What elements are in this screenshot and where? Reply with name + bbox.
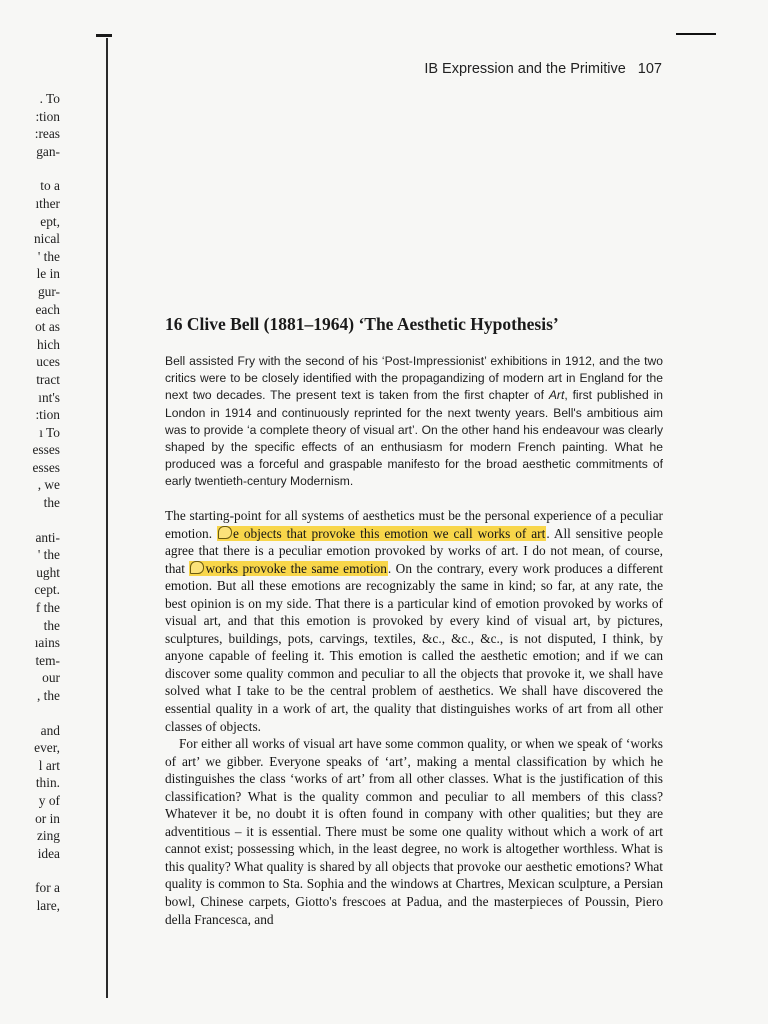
highlight-2[interactable] <box>189 561 387 576</box>
margin-line: y of <box>38 792 60 808</box>
section-title: IB Expression and the Primitive <box>424 61 626 77</box>
margin-line: thin. <box>35 775 60 791</box>
margin-line: and <box>40 722 60 738</box>
margin-gap <box>0 705 60 722</box>
margin-line: ot as <box>35 319 60 335</box>
margin-line: . To <box>39 91 60 106</box>
margin-line: , the <box>36 688 60 703</box>
highlight-1-text: e objects that provoke this emotion we call works of art <box>233 525 546 541</box>
paragraph-2: For either all works of visual art have some common quality, or when we speak of ‘works of art’ we gibber. Everyone speaks of ‘art’, making a mental classification by which he distinguishes the class ‘works of art’ from all other classes. What is the justification of this classification? What is the quality common and peculiar to all members of this class? Whatever it be, no doubt it is often found in company with other qualities; but they are adventitious – it is essential. There must be some one quality without which a work of art cannot exist; possessing which, in the least degree, no work is altogether worthless. What is this quality? What quality is shared by all objects that provoke our aesthetic emotions? What quality is common to Sta. Sophia and the windows at Chartres, Mexican sculpture, a Persian bowl, Chinese carpets, Giotto's frescoes at Padua, and the masterpieces of Poussin, Piero della Francesca, and <box>165 736 663 927</box>
margin-line: tract <box>36 371 60 387</box>
margin-line: , we <box>37 477 60 493</box>
margin-line: hich <box>36 336 60 352</box>
paragraph-1-text-c: . On the contrary, every work produces a different emotion. But all these emotions are recognizably the same in kind; so far, at any rate, the best opinion is on my side. That there is a particular kind of emotion provoked by works of visual art, and that this emotion is provoked by every kind of visual art, by pictures, sculptures, buildings, pots, carvings, textiles, &c., &c., &c., is not disputed, I think, by anyone capable of feeling it. This emotion is called the aesthetic emotion; and if we can discover some quality common and peculiar to all the objects that provoke it, we shall have solved what I take to be the central problem of aesthetics. We shall have discovered the essential quality in a work of art, the quality that distinguishes works of art from all other classes of objects. <box>165 560 663 734</box>
margin-line: ' the <box>37 547 60 563</box>
margin-line: ught <box>36 564 60 580</box>
margin-line: lare, <box>36 897 60 913</box>
margin-line: idea <box>37 845 60 861</box>
editorial-introduction <box>165 353 663 491</box>
annotation-note-icon[interactable] <box>218 526 232 539</box>
margin-line: each <box>35 301 60 317</box>
margin-line: ınt's <box>38 389 60 405</box>
margin-line: nical <box>33 231 60 247</box>
intro-part-2: , first published in London in 1914 and continuously reprinted for the next twenty years. Bell's ambitious aim was to provide ‘a complete theory of visual art’. On the other hand his endeavour was clearly shaped by the specific effects of an enthusiasm for modern French painting. What he produced was a forceful and graspable manifesto for the broad aesthetic commitments of early twentieth-century Modernism. <box>165 388 663 489</box>
margin-line: for a <box>35 880 60 896</box>
margin-line: cept. <box>34 582 60 598</box>
paragraph-1-text-b: . All sensitive people agree that there is a peculiar emotion provoked by works of art. I do not mean, of course, that <box>165 525 663 576</box>
margin-line: ept, <box>40 213 60 229</box>
margin-line: the <box>43 495 60 511</box>
main-text <box>165 507 663 928</box>
highlight-1[interactable] <box>217 526 546 541</box>
highlight-2-text: works provoke the same emotion <box>205 560 387 576</box>
facing-page-margin-text <box>0 90 60 915</box>
margin-gap <box>0 512 60 529</box>
margin-line: our <box>42 670 60 686</box>
margin-line: esses <box>32 459 60 475</box>
margin-gap <box>0 862 60 879</box>
margin-line: gan- <box>36 143 60 159</box>
margin-line: :reas <box>34 126 60 142</box>
margin-line: f the <box>35 600 60 616</box>
margin-line: ıains <box>34 635 60 651</box>
paragraph-1-text-a: The starting-point for all systems of aesthetics must be the personal experience of a peculiar emotion. <box>165 508 663 541</box>
margin-line: :tion <box>35 407 60 423</box>
margin-line: the <box>43 617 60 633</box>
margin-line: le in <box>36 266 60 282</box>
margin-line: ' the <box>37 248 60 264</box>
margin-line: ever, <box>34 740 60 756</box>
margin-line: tem- <box>35 652 60 668</box>
margin-line: ı To <box>39 424 60 440</box>
page-number: 107 <box>637 61 662 77</box>
gutter-mark <box>96 34 112 51</box>
paragraph-1 <box>165 507 663 735</box>
chapter-heading: 16 Clive Bell (1881–1964) ‘The Aesthetic Hypothesis’ <box>165 314 559 334</box>
corner-mark <box>676 33 716 35</box>
annotation-note-icon[interactable] <box>190 561 204 574</box>
margin-line: to a <box>40 178 60 194</box>
book-title: Art <box>548 388 565 403</box>
margin-line: l art <box>38 757 60 773</box>
intro-part-1: Bell assisted Fry with the second of his ‘Post-Impressionist’ exhibitions in 1912, and the two critics were to be closely identified with the propagandizing of modern art in England for the next two decades. The present text is taken from the first chapter of <box>165 354 663 403</box>
margin-line: ıther <box>35 195 60 211</box>
margin-line: gur- <box>37 283 60 299</box>
margin-line: anti- <box>35 529 60 545</box>
margin-line: esses <box>32 442 60 458</box>
margin-line: uces <box>36 354 60 370</box>
page-gutter-line <box>106 38 108 998</box>
margin-gap <box>0 160 60 177</box>
margin-line: zing <box>36 828 60 844</box>
margin-line: :tion <box>35 108 60 124</box>
running-head <box>424 61 662 77</box>
margin-line: or in <box>35 810 60 826</box>
